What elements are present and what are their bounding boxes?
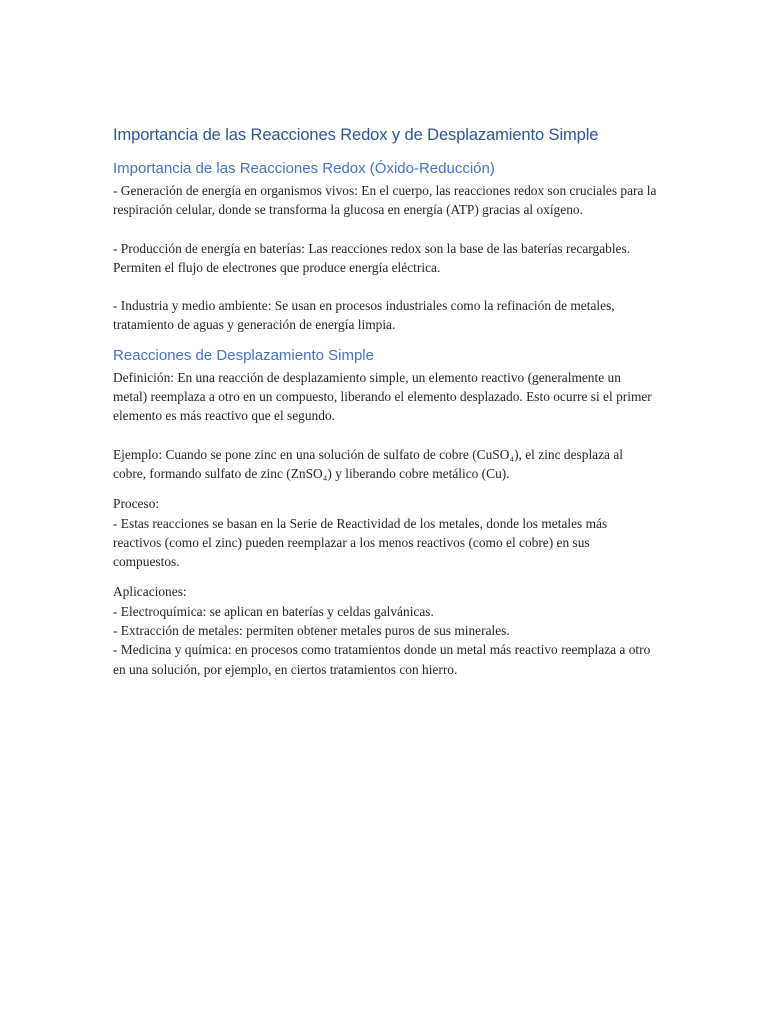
paragraph-energy-organisms: - Generación de energía en organismos vivos: En el cuerpo, las reacciones redox son cruciales para la respiración celular, donde se transforma la glucosa en energía (ATP) gracias al oxígeno.	[113, 183, 657, 218]
section-heading-displacement: Reacciones de Desplazamiento Simple	[113, 346, 374, 364]
section-spacer	[113, 335, 658, 346]
application-item-electrochemistry: - Electroquímica: se aplican en baterías y celdas galvánicas.	[113, 603, 434, 619]
paragraph-energy-batteries: - Producción de energía en baterías: Las reacciones redox son la base de las baterías recargables. Permiten el flujo de electrones que produce energía eléctrica.	[113, 240, 631, 275]
paragraph-example: Ejemplo: Cuando se pone zinc en una solución de sulfato de cobre (CuSO₄), el zinc desplaza al cobre, formando sulfato de zinc (ZnSO₄) y liberando cobre metálico (Cu).	[113, 446, 624, 481]
paragraph-spacer	[113, 277, 658, 296]
paragraph-process: - Estas reacciones se basan en la Serie de Reactividad de los metales, donde los metales más reactivos (como el zinc) pueden reemplazar a los menos reactivos (como el cobre) en sus compuestos.	[113, 515, 608, 570]
document-title: Importancia de las Reacciones Redox y de Desplazamiento Simple	[113, 126, 599, 144]
paragraph-spacer	[113, 571, 658, 582]
paragraph-definition: Definición: En una reacción de desplazamiento simple, un elemento reactivo (generalmente un metal) reemplaza a otro en un compuesto, liberando el elemento desplazado. Esto ocurre si el primer elemento es más reactivo que el segundo.	[113, 369, 652, 424]
document-body	[113, 124, 658, 679]
application-item-medicine: - Medicina y química: en procesos como tratamientos donde un metal más reactivo reemplaza a otro en una solución, por ejemplo, en ciertos tratamientos con hierro.	[113, 642, 651, 677]
paragraph-spacer	[113, 426, 658, 445]
paragraph-spacer	[113, 220, 658, 239]
section-heading-redox: Importancia de las Reacciones Redox (Óxido-Reducción)	[113, 160, 495, 177]
paragraph-spacer	[113, 483, 658, 494]
paragraph-industry-environment: - Industria y medio ambiente: Se usan en procesos industriales como la refinación de metales, tratamiento de aguas y generación de energía limpia.	[113, 298, 615, 333]
applications-label: Aplicaciones:	[113, 584, 187, 600]
process-label: Proceso:	[113, 496, 160, 512]
application-item-extraction: - Extracción de metales: permiten obtener metales puros de sus minerales.	[113, 623, 510, 639]
